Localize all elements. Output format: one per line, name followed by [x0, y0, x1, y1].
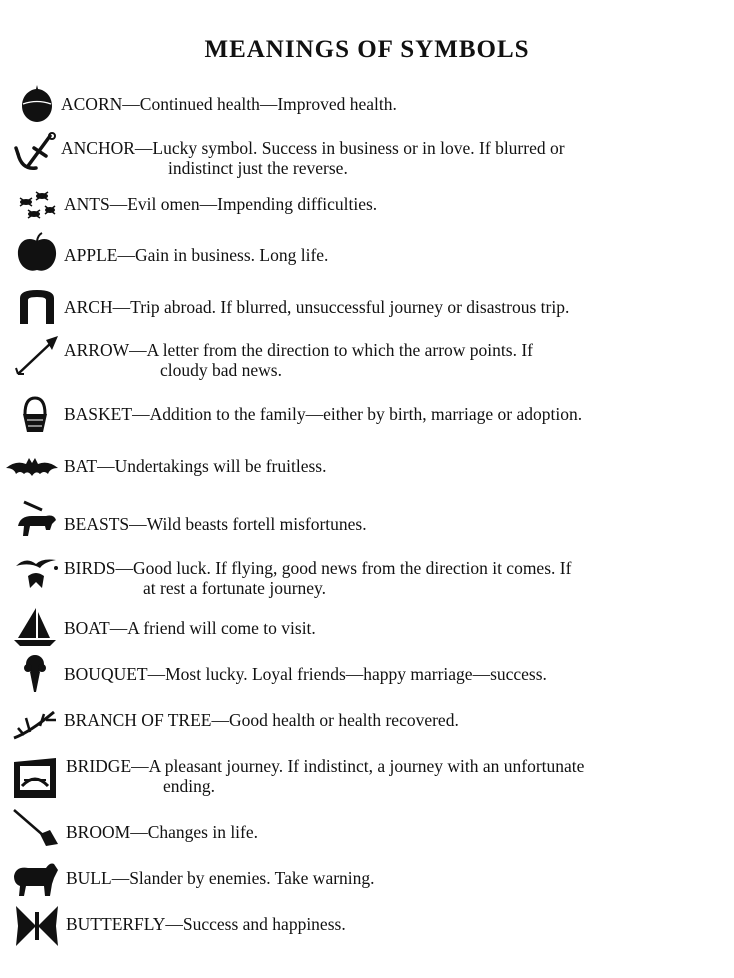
arch-icon	[12, 284, 62, 328]
bat-icon	[4, 446, 60, 490]
symbol-meaning: Trip abroad. If blurred, unsuccessful journey or disastrous trip.	[130, 297, 570, 317]
symbol-meaning: Gain in business. Long life.	[134, 245, 329, 265]
symbol-meaning: Success and happiness.	[182, 914, 346, 934]
symbol-name: BRIDGE	[66, 756, 132, 776]
symbol-name: BASKET	[64, 404, 133, 424]
symbol-meaning: Undertakings will be fruitless.	[114, 456, 327, 476]
symbol-meaning: Lucky symbol. Success in business or in love. If blurred or	[152, 138, 565, 158]
symbol-meaning: A letter from the direction to which the arrow points. If	[146, 340, 533, 360]
symbol-meaning: Continued health—Improved health.	[139, 94, 397, 114]
symbol-meaning: Most lucky. Loyal friends—happy marriage—success.	[165, 664, 547, 684]
symbol-meaning-continued: ending.	[163, 776, 216, 796]
symbol-name: BRANCH OF TREE	[64, 710, 212, 730]
apple-icon	[12, 231, 62, 275]
symbol-meaning-continued: at rest a fortunate journey.	[143, 578, 327, 598]
symbol-meaning: Changes in life.	[147, 822, 259, 842]
symbol-name: ARCH	[64, 297, 113, 317]
symbol-name: APPLE	[64, 245, 118, 265]
page-title: MEANINGS OF SYMBOLS	[204, 36, 530, 63]
symbol-name: ANTS	[64, 194, 110, 214]
symbol-meaning: Addition to the family—either by birth, marriage or adoption.	[149, 404, 583, 424]
symbol-name: ACORN	[61, 94, 123, 114]
bull-icon	[10, 856, 60, 900]
symbol-meaning-continued: indistinct just the reverse.	[168, 158, 348, 178]
bouquet-icon	[10, 652, 60, 696]
symbol-name: ANCHOR	[61, 138, 135, 158]
butterfly-icon	[12, 904, 62, 948]
symbol-meaning: A friend will come to visit.	[127, 618, 316, 638]
symbol-meaning: Slander by enemies. Take warning.	[129, 868, 375, 888]
acorn-icon	[12, 82, 62, 126]
symbol-name: BULL	[66, 868, 112, 888]
symbol-meaning: Evil omen—Impending difficulties.	[127, 194, 378, 214]
symbol-meaning: Wild beasts fortell misfortunes.	[146, 514, 367, 534]
basket-icon	[10, 394, 60, 438]
arrow-icon	[12, 334, 62, 378]
symbol-name: ARROW	[64, 340, 130, 360]
symbol-name: BROOM	[66, 822, 131, 842]
symbol-name: BOAT	[64, 618, 110, 638]
symbol-name: BAT	[64, 456, 98, 476]
ants-icon	[12, 184, 62, 228]
symbol-name: BOUQUET	[64, 664, 148, 684]
broom-icon	[10, 804, 60, 848]
symbol-meaning-continued: cloudy bad news.	[160, 360, 282, 380]
branch-icon	[10, 702, 60, 746]
symbol-name: BIRDS	[64, 558, 116, 578]
symbol-meaning: Good health or health recovered.	[228, 710, 459, 730]
boat-icon	[10, 606, 60, 650]
symbol-meaning: A pleasant journey. If indistinct, a journey with an unfortunate	[148, 756, 585, 776]
symbol-name: BUTTERFLY	[66, 914, 166, 934]
birds-icon	[12, 552, 62, 596]
anchor-icon	[10, 132, 60, 176]
bridge-icon	[10, 754, 60, 798]
symbol-meaning: Good luck. If flying, good news from the direction it comes. If	[133, 558, 572, 578]
symbol-name: BEASTS	[64, 514, 130, 534]
beasts-icon	[12, 496, 62, 540]
